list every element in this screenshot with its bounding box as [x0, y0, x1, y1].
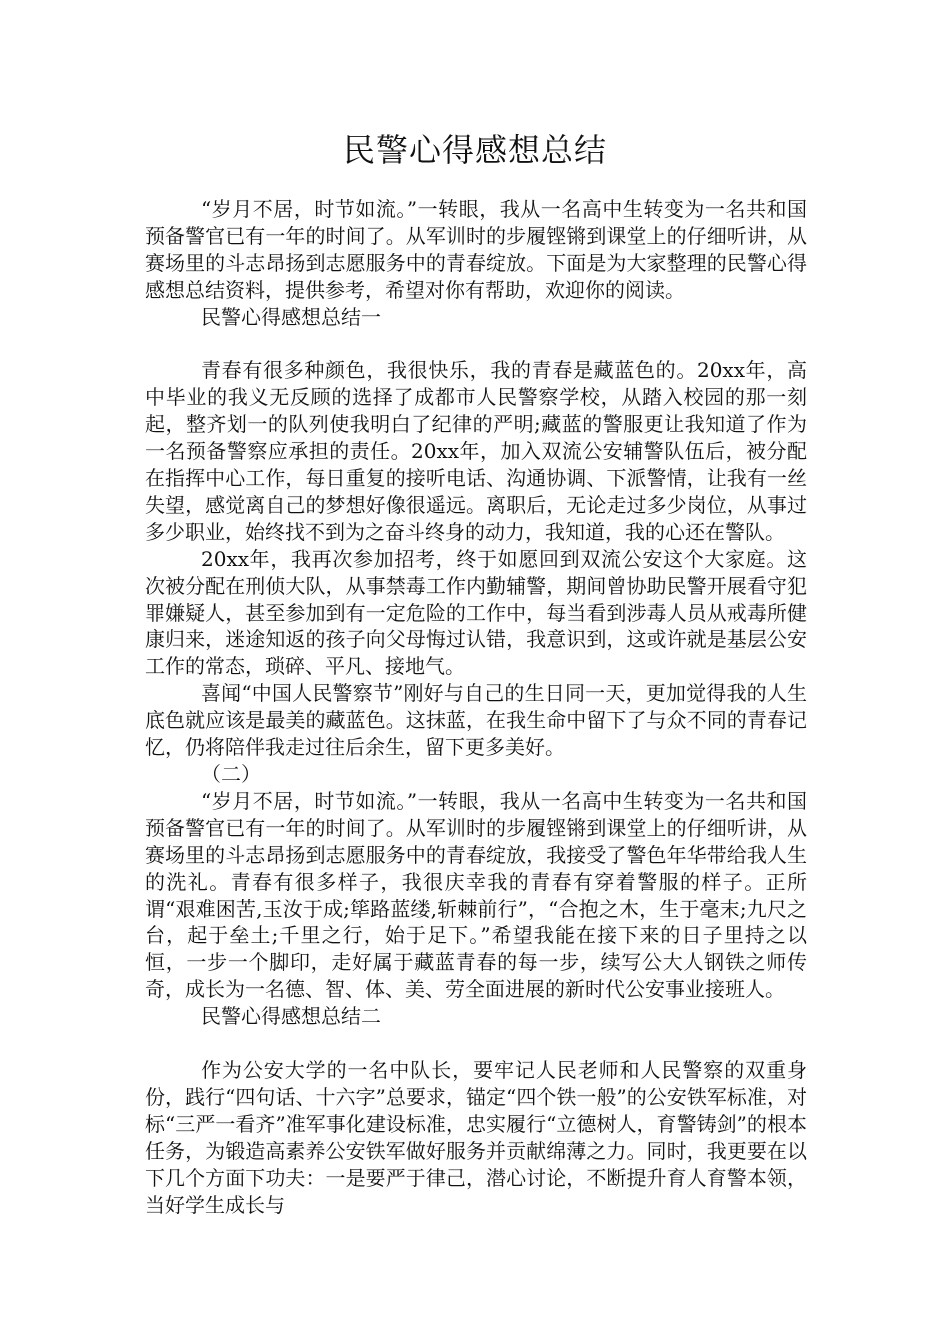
section-heading-2: 民警心得感想总结二	[201, 1004, 381, 1029]
body-paragraph: “岁月不居，时节如流。”一转眼，我从一名高中生转变为一名共和国预备警官已有一年的时间了。从军训时的步履铿锵到课堂上的仔细听讲，从赛场里的斗志昂扬到志愿服务中的青春绽放，我接受了警色年华带给我人生的洗礼。青春有很多样子，我很庆幸我的青春有穿着警服的样子。正所谓“艰难困苦,玉汝于成;筚路蓝缕,斩棘前行”，“合抱之木，生于毫末;九尺之台，起于垒土;千里之行，始于足下。”希望我能在接下来的日子里持之以恒，一步一个脚印，走好属于藏蓝青春的每一步，续写公大人钢铁之师传奇，成长为一名德、智、体、美、劳全面进展的新时代公安事业接班人。	[145, 788, 807, 1002]
body-paragraph: 喜闻“中国人民警察节”刚好与自己的生日同一天，更加觉得我的人生底色就应该是最美的藏蓝色。这抹蓝，在我生命中留下了与众不同的青春记忆，仍将陪伴我走过往后余生，留下更多美好。	[145, 681, 807, 760]
document-body	[145, 196, 807, 1218]
body-paragraph: 青春有很多种颜色，我很快乐，我的青春是藏蓝色的。20xx年，高中毕业的我义无反顾的选择了成都市人民警察学校，从踏入校园的那一刻起，整齐划一的队列使我明白了纪律的严明;藏蓝的警服更让我知道了作为一名预备警察应承担的责任。20xx年，加入双流公安辅警队伍后，被分配在指挥中心工作，每日重复的接听电话、沟通协调、下派警情，让我有一丝失望，感觉离自己的梦想好像很遥远。离职后，无论走过多少岗位，从事过多少职业，始终找不到为之奋斗终身的动力，我知道，我的心还在警队。	[145, 358, 807, 544]
body-paragraph: 作为公安大学的一名中队长，要牢记人民老师和人民警察的双重身份，践行“四句话、十六字”总要求，锚定“四个铁一般”的公安铁军标准，对标“三严一看齐”准军事化建设标准，忠实履行“立德树人，育警铸剑”的根本任务，为锻造高素养公安铁军做好服务并贡献绵薄之力。同时，我更要在以下几个方面下功夫：一是要严于律己，潜心讨论，不断提升育人育警本领，当好学生成长与	[145, 1057, 807, 1217]
sub-heading-2: （二）	[201, 762, 261, 787]
body-paragraph: 20xx年，我再次参加招考，终于如愿回到双流公安这个大家庭。这次被分配在刑侦大队，从事禁毒工作内勤辅警，期间曾协助民警开展看守犯罪嫌疑人，甚至参加到有一定危险的工作中，每当看到涉毒人员从戒毒所健康归来，迷途知返的孩子向父母悔过认错，我意识到，这或许就是基层公安工作的常态，琐碎、平凡、接地气。	[145, 546, 807, 679]
section-heading-1: 民警心得感想总结一	[201, 304, 381, 329]
document-title: 民警心得感想总结	[342, 131, 607, 169]
blank-line	[145, 1030, 807, 1057]
blank-line	[145, 331, 807, 358]
intro-paragraph: “岁月不居，时节如流。”一转眼，我从一名高中生转变为一名共和国预备警官已有一年的时间了。从军训时的步履铿锵到课堂上的仔细听讲，从赛场里的斗志昂扬到志愿服务中的青春绽放。下面是为大家整理的民警心得感想总结资料，提供参考，希望对你有帮助，欢迎你的阅读。	[145, 197, 807, 302]
